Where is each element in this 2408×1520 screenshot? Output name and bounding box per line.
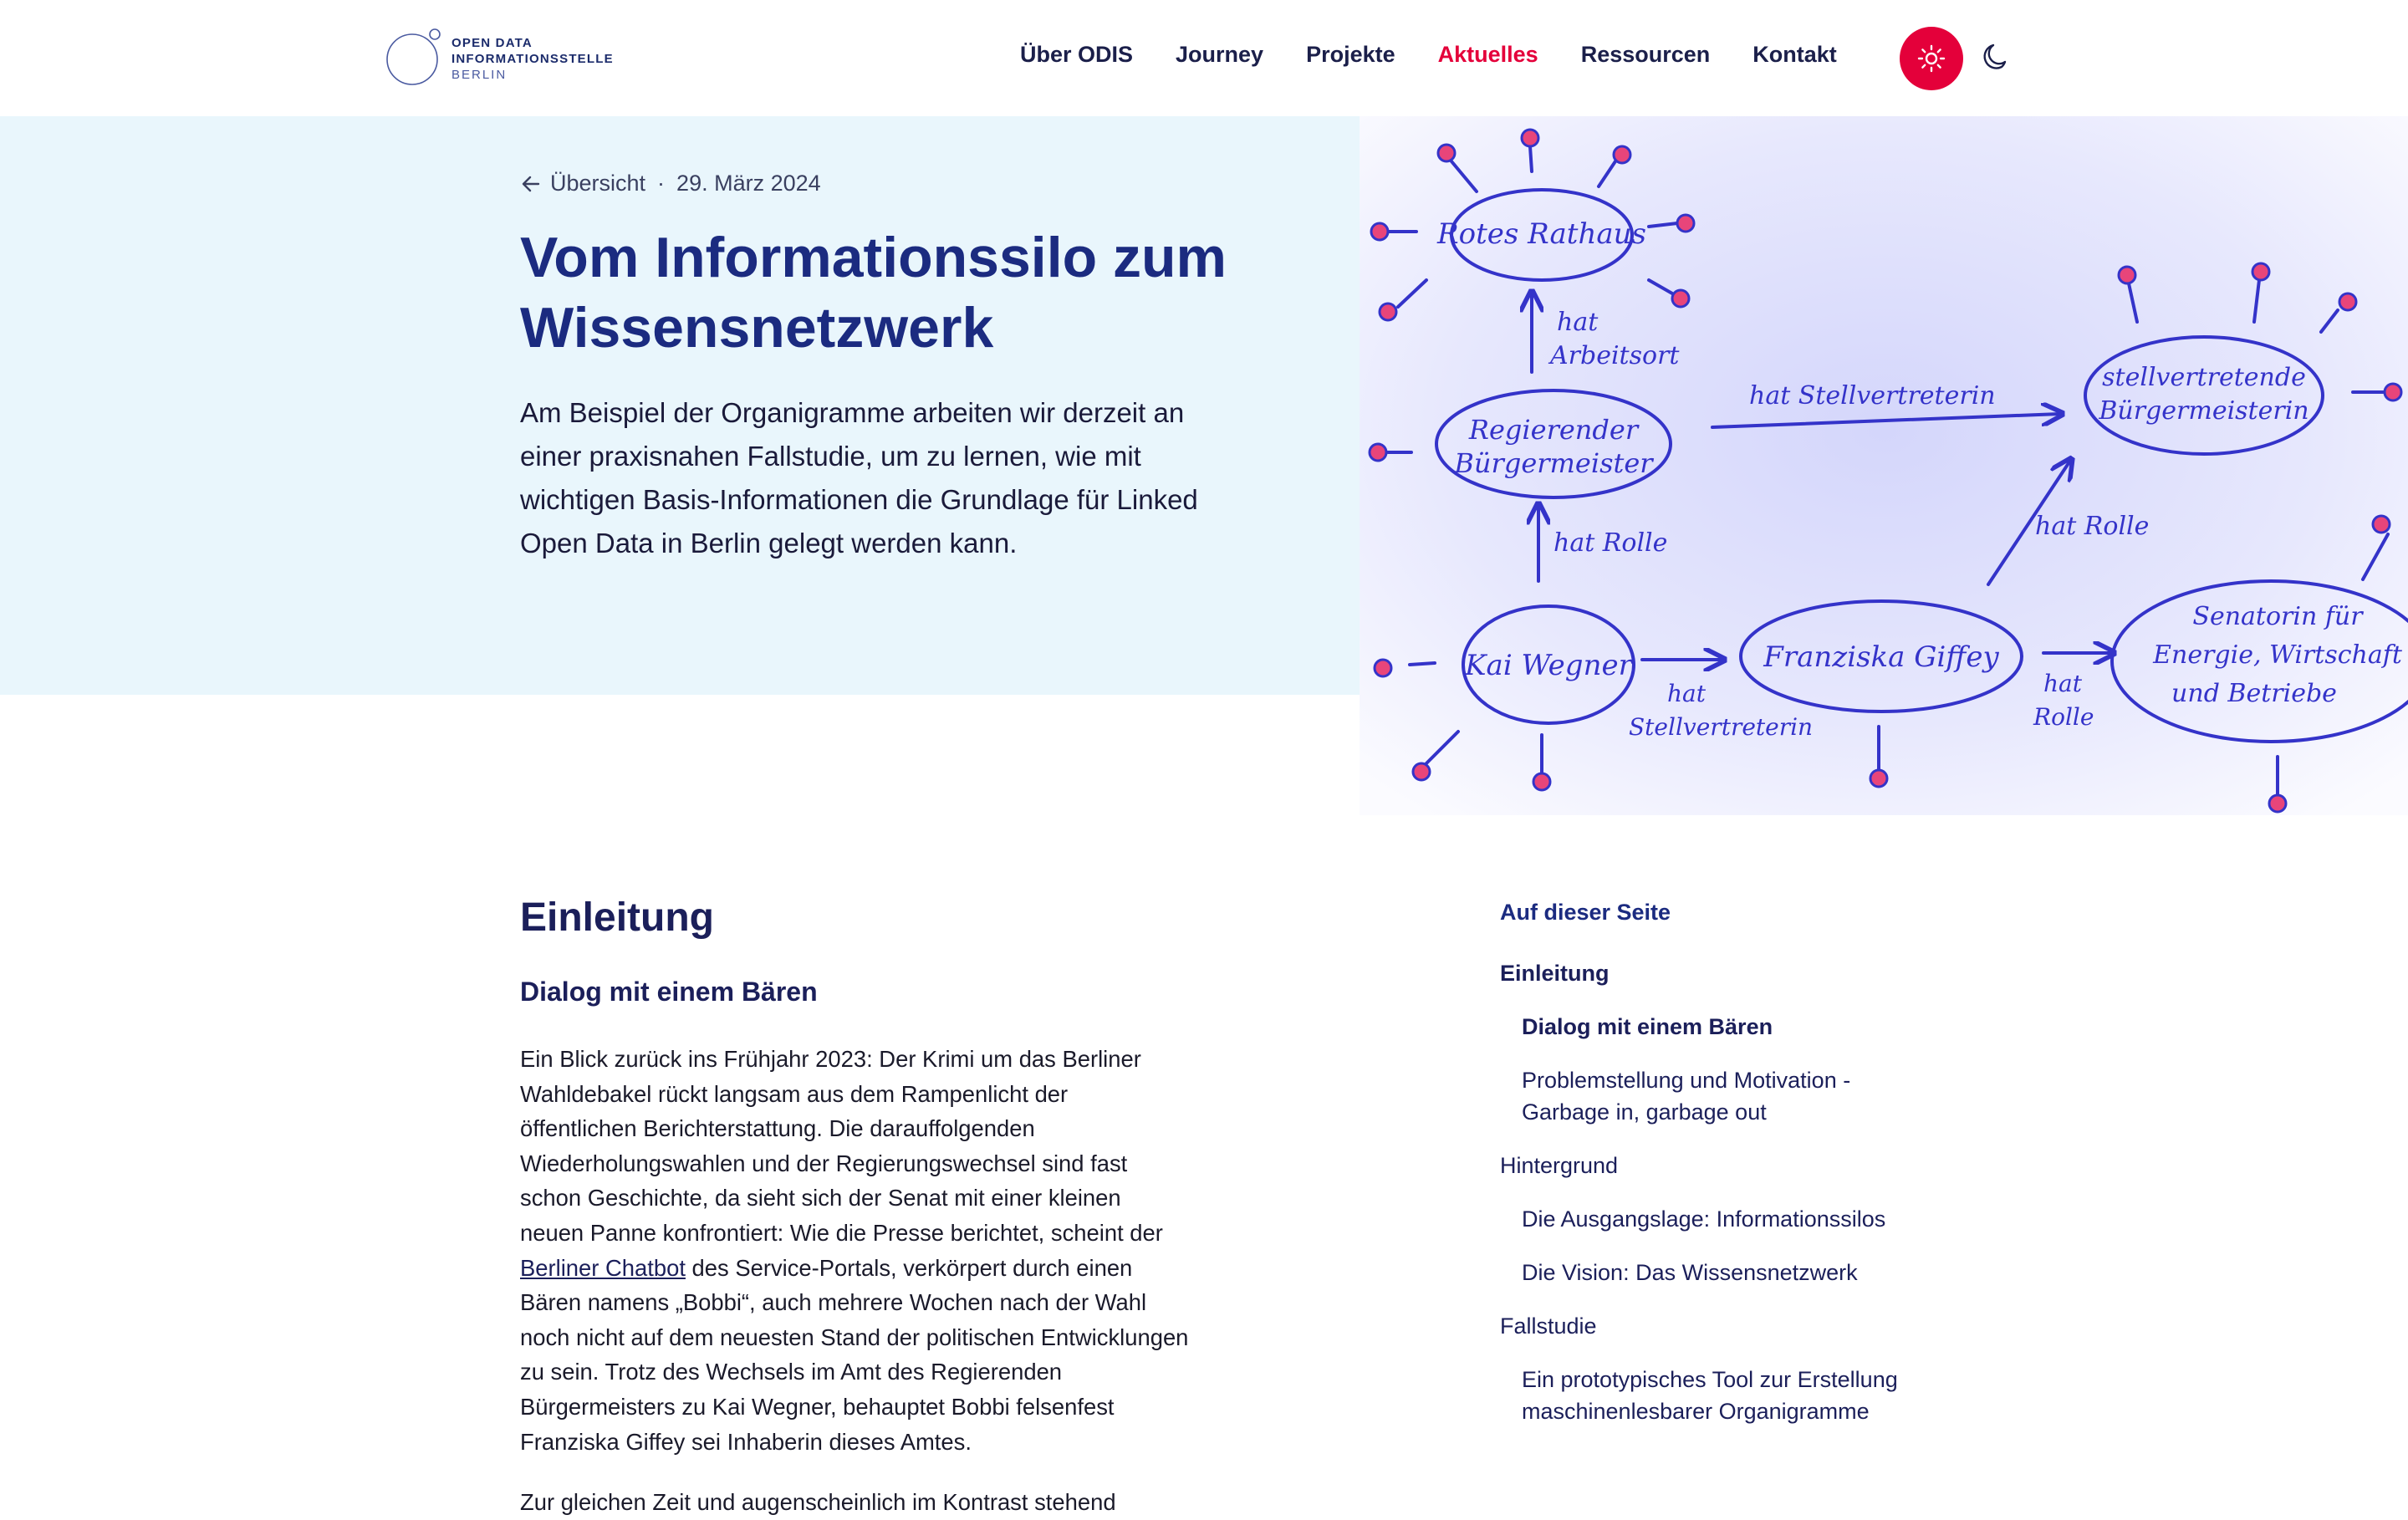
paragraph-text-1: Ein Blick zurück ins Frühjahr 2023: Der Krimi um das Berliner Wahldebakel rückt langsam aus dem Rampenlicht der öffentlichen Berichterstattung. Die darauffolgenden Wiederholungswahlen und der Regierungswechsel sind fast schon Geschichte, da sieht sich der Senat mit einer kleinen neuen Panne konfrontiert: Wie die Presse berichtet, scheint der [520,1046,1163,1246]
label-stellv-1: stellvertretende [2102,363,2306,392]
moon-icon [1980,40,2013,74]
label-regierender-1: Regierender [1468,414,1639,446]
toc-item-vision[interactable]: Die Vision: Das Wissensnetzwerk [1522,1260,1858,1285]
toc-item-fallstudie[interactable]: Fallstudie [1500,1313,1597,1339]
breadcrumb [520,171,821,196]
intro-paragraph [520,1042,1189,1459]
label-senat-1: Senatorin für [2192,602,2363,631]
label-edge-stellvertreterin: hat Stellvertreterin [1749,381,1996,411]
hero-lead: Am Beispiel der Organigramme arbeiten wir derzeit an einer praxisnahen Fallstudie, um zu lernen, wie mit wichtigen Basis-Informationen die Grundlage für Linked Open Data in Berlin gelegt werden kann. [520,397,1198,559]
label-edge-arbeitsort-2: Arbeitsort [1550,341,1680,370]
label-edge-stellv2-2: Stellvertreterin [1629,713,1814,741]
toc-item-dialog[interactable]: Dialog mit einem Bären [1522,1014,1773,1039]
toc-item-prototyp[interactable]: Ein prototypisches Tool zur Erstellung maschinenlesbarer Organigramme [1522,1367,1898,1424]
paragraph-text-2: des Service-Portals, verkörpert durch einen Bären namens „Bobbi“, auch mehrere Wochen nach der Wahl noch nicht auf dem neuesten Stand der politischen Entwicklungen zu sein. Trotz des Wechsels im Amt des Regierenden Bürgermeisters zu Kai Wegner, behauptet Bobbi felsenfest Franziska Giffey sei Inhaberin dieses Amtes. [520,1254,1189,1455]
label-edge-stellv2-1: hat [1667,680,1706,707]
label-edge-arbeitsort-1: hat [1557,308,1599,337]
logo-text [452,35,614,83]
label-franziska-giffey: Franziska Giffey [1763,640,1999,674]
toc-item-einleitung[interactable]: Einleitung [1500,961,1610,986]
label-edge-rolle3-2: Rolle [2033,703,2094,731]
logo-circle-icon [386,28,450,90]
label-edge-rolle-1: hat Rolle [1553,528,1668,558]
label-kai-wegner: Kai Wegner [1465,649,1632,682]
post-date: 29. März 2024 [676,171,821,196]
subsection-title-dialog: Dialog mit einem Bären [520,977,818,1007]
toc-heading: Auf dieser Seite [1500,900,1671,925]
nav-projekte[interactable]: Projekte [1306,42,1395,67]
nav-ressourcen[interactable]: Ressourcen [1580,42,1711,67]
site-header [0,0,2408,115]
main-nav [1020,42,1837,68]
label-senat-2: Energie, Wirtschaft [2153,640,2402,670]
second-paragraph: Zur gleichen Zeit und augenscheinlich im Kontrast stehend [520,1489,1116,1515]
knowledge-graph-drawing [1360,116,2408,815]
table-of-contents [1500,900,1901,1449]
section-title-einleitung: Einleitung [520,895,714,940]
breadcrumb-separator: · [657,171,666,196]
label-regierender-2: Bürgermeister [1454,447,1653,479]
toc-list [1500,957,1901,1427]
nav-journey[interactable]: Journey [1176,42,1264,67]
hero-illustration [1360,116,2408,815]
dark-mode-button[interactable] [1980,40,2013,74]
logo-line-3: BERLIN [452,68,508,82]
arrow-left-icon [520,173,542,195]
berliner-chatbot-link[interactable]: Berliner Chatbot [520,1254,686,1281]
back-label: Übersicht [550,171,646,196]
logo-line-2: INFORMATIONSSTELLE [452,52,614,66]
page-title: Vom Informationssilo zum Wissensnetzwerk [520,226,1227,360]
nav-ueber-odis[interactable]: Über ODIS [1020,42,1134,67]
odis-logo[interactable] [386,28,637,90]
label-stellv-2: Bürgermeisterin [2099,396,2309,426]
nav-aktuelles[interactable]: Aktuelles [1437,42,1538,67]
sun-icon [1917,44,1946,73]
logo-line-1: OPEN DATA [452,36,533,50]
back-to-overview-link[interactable] [520,171,645,196]
light-mode-button[interactable] [1900,27,1963,90]
label-edge-rolle3-1: hat [2043,670,2082,697]
toc-item-ausgangslage[interactable]: Die Ausgangslage: Informationssilos [1522,1206,1886,1232]
label-senat-3: und Betriebe [2171,679,2337,708]
label-edge-rolle-2: hat Rolle [2035,512,2150,541]
toc-item-hintergrund[interactable]: Hintergrund [1500,1153,1619,1178]
nav-kontakt[interactable]: Kontakt [1752,42,1837,67]
label-rotes-rathaus: Rotes Rathaus [1437,217,1646,251]
toc-item-problemstellung[interactable]: Problemstellung und Motivation - Garbage in, garbage out [1522,1068,1851,1125]
